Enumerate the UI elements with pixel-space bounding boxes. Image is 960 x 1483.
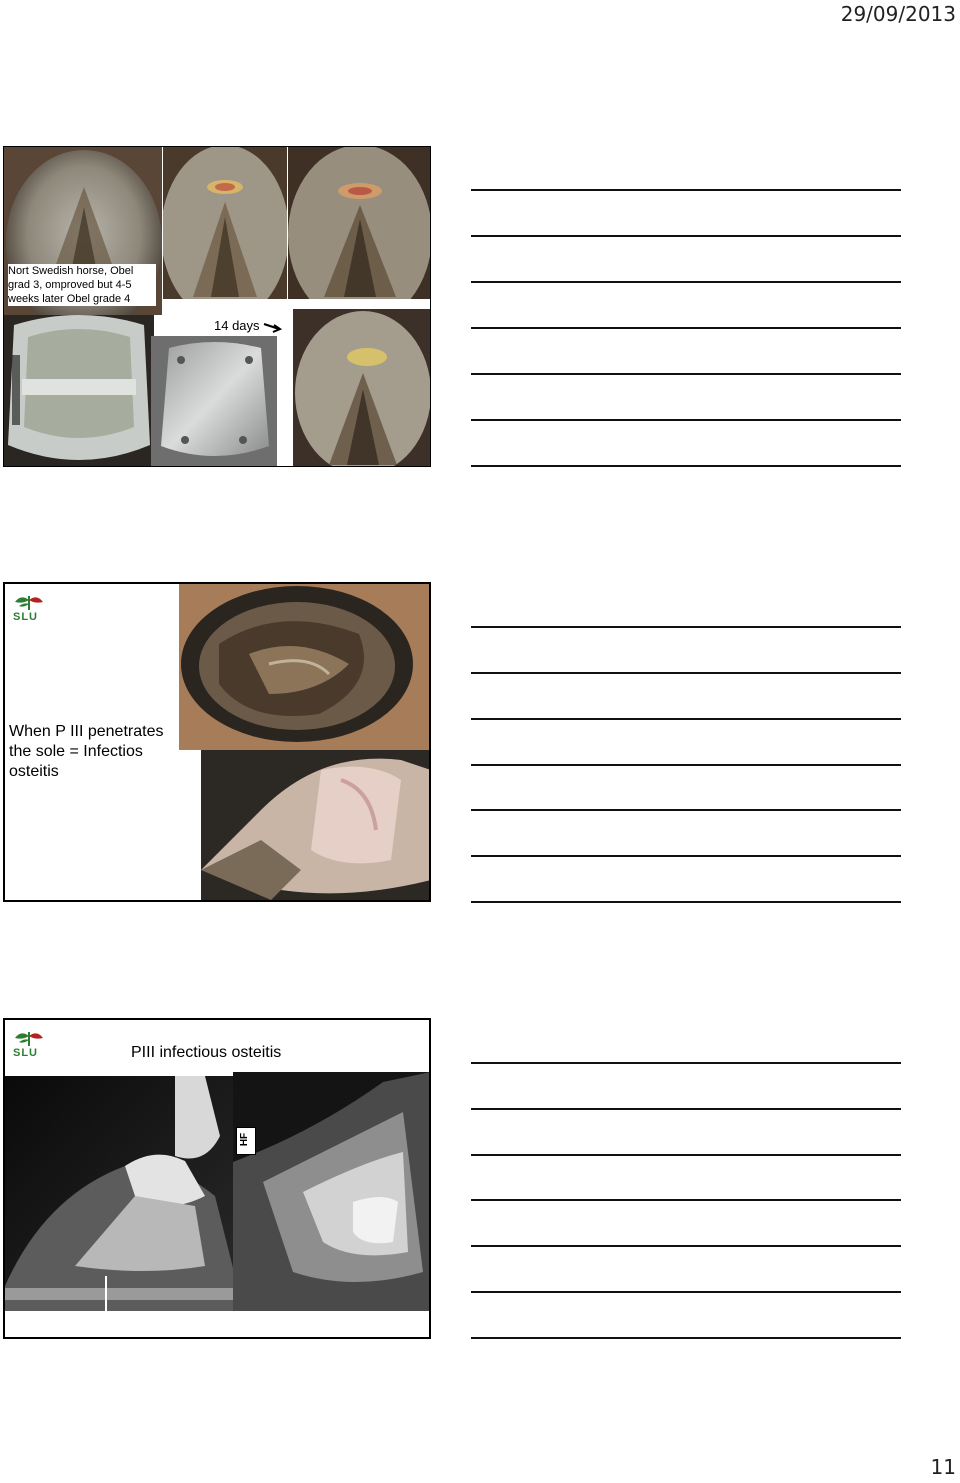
note-line	[471, 901, 901, 903]
note-line	[471, 764, 901, 766]
days-label	[214, 318, 283, 333]
note-line	[471, 626, 901, 628]
slide-3	[3, 1018, 431, 1339]
metal-plate-photo	[151, 336, 277, 467]
note-line	[471, 855, 901, 857]
xray-photo-1	[5, 1076, 235, 1311]
note-line	[471, 672, 901, 674]
note-line	[471, 1337, 901, 1339]
note-line	[471, 718, 901, 720]
hoof-photo-3	[288, 147, 431, 299]
slu-logo-text: SLU	[13, 611, 38, 623]
note-line	[471, 419, 901, 421]
slide-1-caption: Nort Swedish horse, Obel grad 3, omproved but 4-5 weeks later Obel grade 4	[8, 264, 156, 306]
slu-logo	[11, 1028, 47, 1062]
note-line	[471, 235, 901, 237]
xray-marker-text: HF	[239, 1132, 251, 1147]
hoof-photo-4	[293, 309, 431, 467]
xray-photo-2	[233, 1072, 431, 1311]
days-label-text: 14 days	[214, 318, 260, 333]
note-line	[471, 1291, 901, 1293]
slu-leaf-icon	[11, 1028, 47, 1048]
infected-hoof-photo	[179, 584, 431, 750]
note-line	[471, 189, 901, 191]
hoof-photo-2	[163, 147, 287, 299]
slide-3-title: PIII infectious osteitis	[131, 1044, 282, 1061]
note-line	[471, 1062, 901, 1064]
slu-logo	[11, 592, 47, 626]
note-line	[471, 1154, 901, 1156]
arrow-right-icon	[263, 321, 283, 333]
slu-logo-text: SLU	[13, 1047, 38, 1059]
note-line	[471, 809, 901, 811]
note-line	[471, 1245, 901, 1247]
page-date: 29/09/2013	[840, 2, 956, 26]
page-number: 11	[930, 1455, 956, 1479]
slide-1	[3, 146, 431, 467]
slide-2	[3, 582, 431, 902]
hoof-section-photo	[201, 750, 431, 902]
slide-2-text: When P III penetrates the sole = Infectios osteitis	[9, 723, 164, 780]
slu-leaf-icon	[11, 592, 47, 612]
note-line	[471, 465, 901, 467]
note-line	[471, 373, 901, 375]
xray-marker	[236, 1127, 256, 1155]
note-line	[471, 281, 901, 283]
note-line	[471, 327, 901, 329]
note-line	[471, 1199, 901, 1201]
note-line	[471, 1108, 901, 1110]
horseshoe-photo	[4, 315, 154, 467]
